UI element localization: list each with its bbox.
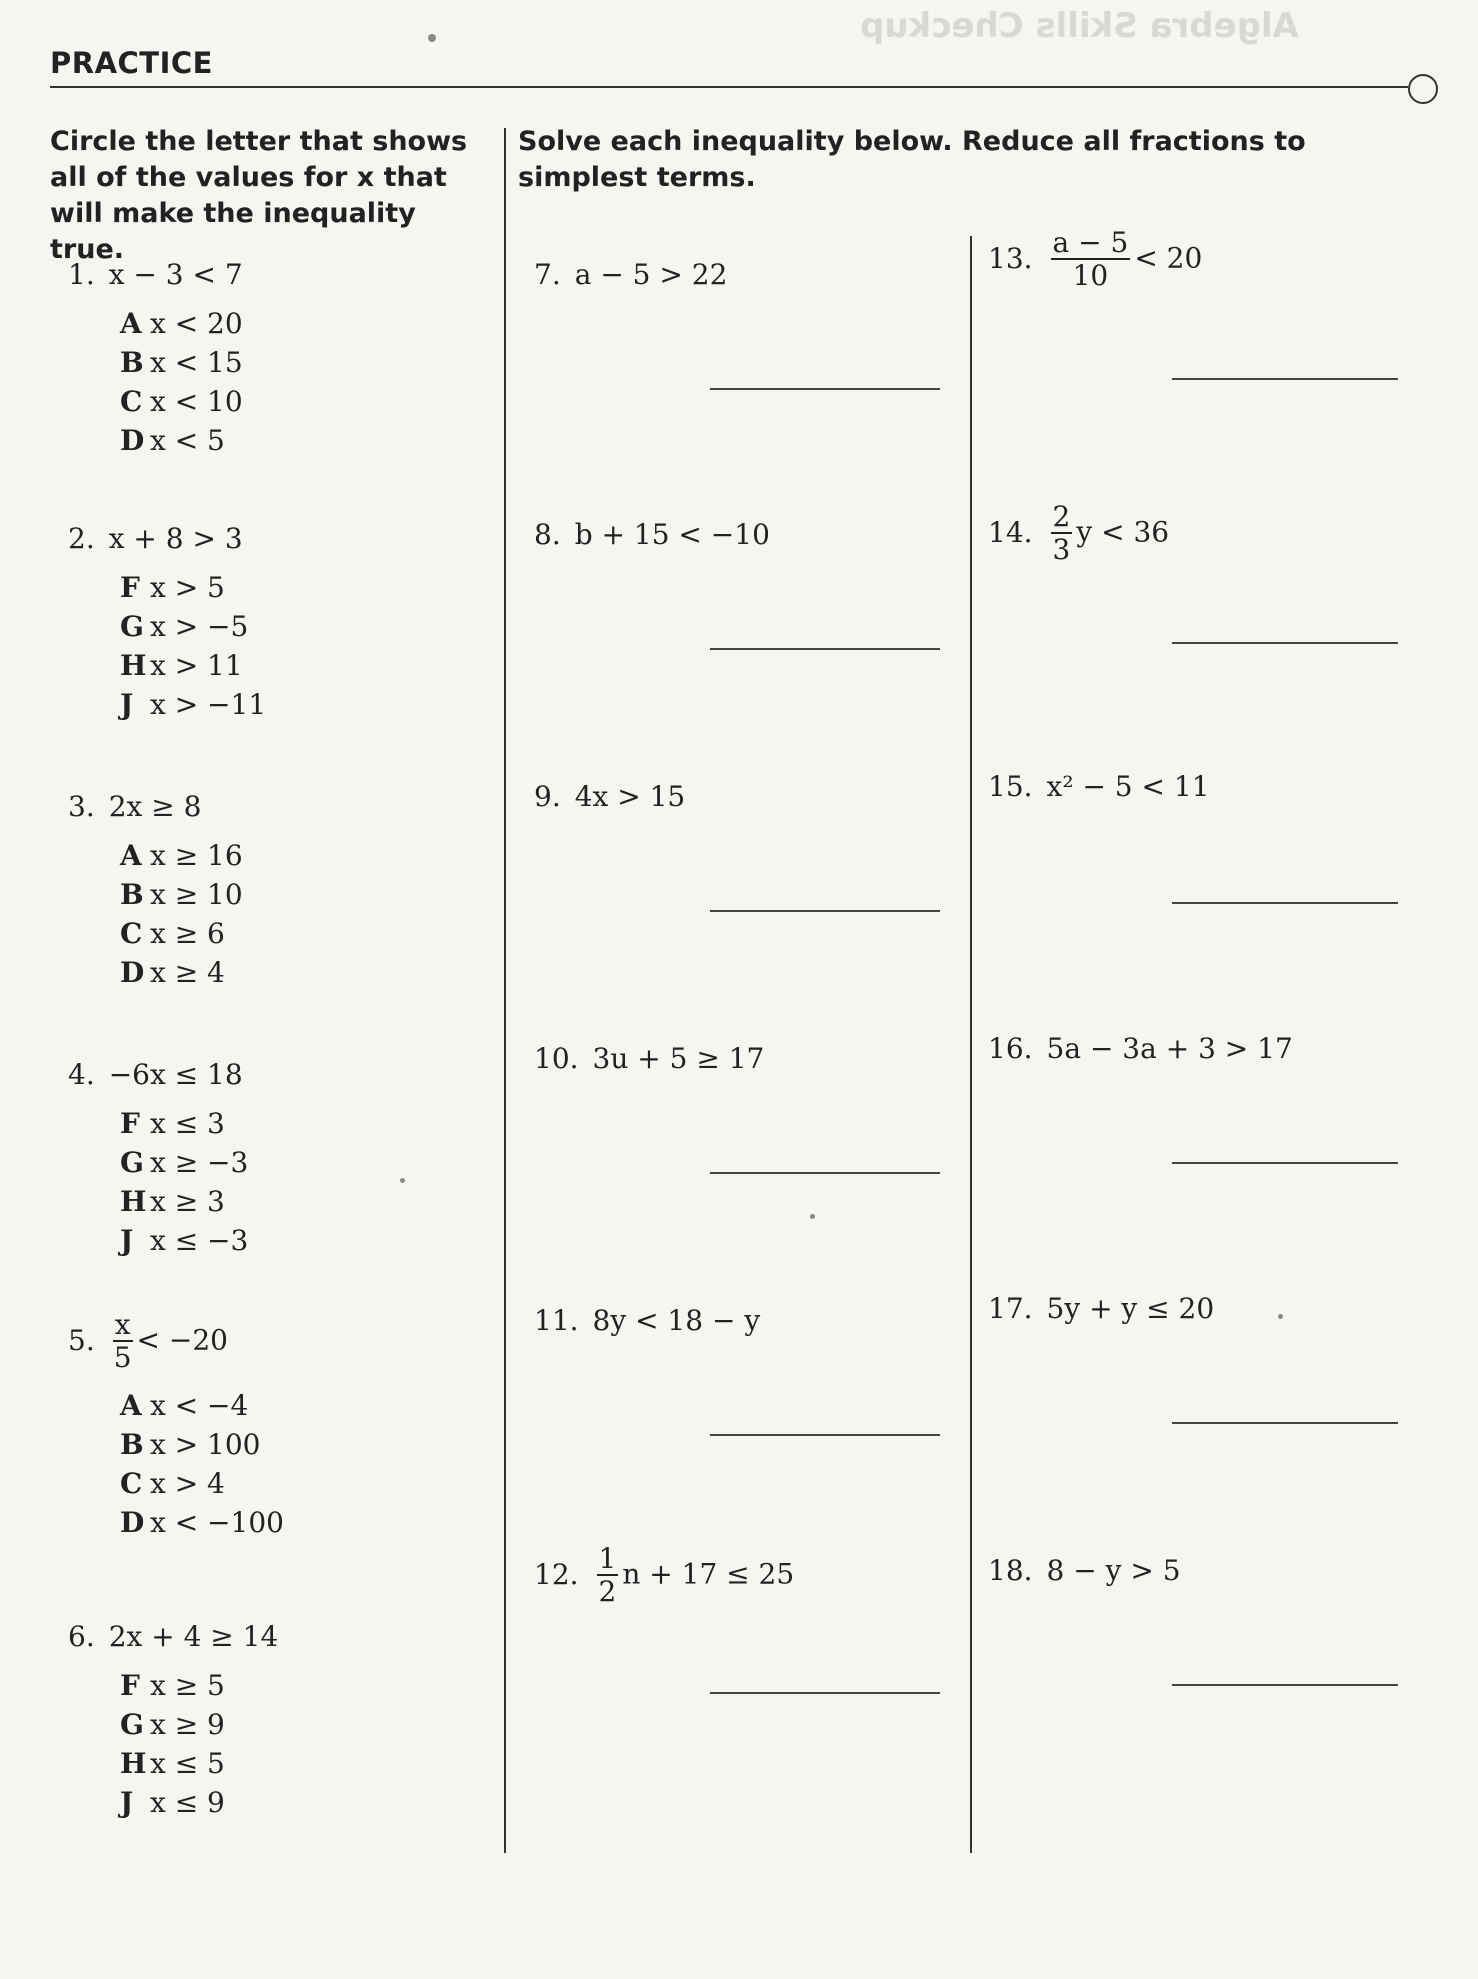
answer-choice[interactable] (120, 685, 266, 724)
problem-number: 6. (68, 1620, 95, 1653)
answer-choices (120, 836, 243, 992)
inequality-expression: 4x > 15 (574, 780, 686, 813)
answer-choice[interactable] (120, 1464, 284, 1503)
middle-problem (534, 1042, 764, 1075)
choice-text: x < −4 (150, 1389, 249, 1422)
fraction (597, 1544, 619, 1608)
inequality-expression: 5a − 3a + 3 > 17 (1046, 1032, 1293, 1065)
scan-speck (400, 1178, 405, 1183)
choice-letter[interactable]: F (120, 1669, 140, 1702)
inequality-expression: 2x + 4 ≥ 14 (108, 1620, 279, 1653)
left-problem (68, 522, 243, 555)
answer-choice[interactable] (120, 1666, 225, 1705)
fraction-denominator: 2 (598, 1575, 617, 1608)
inequality-expression: < 20 (1134, 241, 1203, 275)
answer-line[interactable] (710, 910, 940, 912)
answer-line[interactable] (710, 1172, 940, 1174)
choice-text: x < 5 (150, 424, 225, 457)
choice-letter[interactable]: G (120, 1708, 144, 1741)
choice-letter[interactable]: B (120, 878, 144, 911)
answer-choices (120, 1666, 225, 1822)
inequality-expression: −6x ≤ 18 (108, 1058, 243, 1091)
answer-choice[interactable] (120, 421, 243, 460)
answer-line[interactable] (710, 648, 940, 650)
problem-number: 8. (534, 518, 561, 551)
answer-line[interactable] (1172, 642, 1398, 644)
fraction (113, 1310, 133, 1374)
inequality-expression: 5y + y ≤ 20 (1046, 1292, 1215, 1325)
answer-line[interactable] (710, 388, 940, 390)
answer-choice[interactable] (120, 875, 243, 914)
answer-line[interactable] (710, 1434, 940, 1436)
answer-choice[interactable] (120, 1182, 248, 1221)
right-problem (988, 228, 1202, 292)
answer-line[interactable] (1172, 1684, 1398, 1686)
inequality-expression: a − 5 > 22 (574, 258, 728, 291)
choice-text: x < −100 (150, 1506, 284, 1539)
problem-number: 7. (534, 258, 561, 291)
fraction-numerator: a − 5 (1052, 226, 1129, 259)
problem-number: 12. (534, 1557, 579, 1591)
choice-letter[interactable]: G (120, 610, 144, 643)
choice-text: x > 100 (150, 1428, 261, 1461)
answer-choice[interactable] (120, 1143, 248, 1182)
middle-problem (534, 1304, 760, 1337)
inequality-expression: x + 8 > 3 (108, 522, 243, 555)
choice-text: x ≤ 3 (150, 1107, 225, 1140)
right-problem (988, 502, 1169, 566)
fraction (1051, 228, 1131, 292)
answer-line[interactable] (1172, 902, 1398, 904)
answer-choice[interactable] (120, 568, 266, 607)
choice-letter[interactable]: J (120, 688, 134, 721)
choice-text: x < 10 (150, 385, 243, 418)
fraction (1051, 502, 1073, 566)
choice-text: x ≤ 9 (150, 1786, 225, 1819)
answer-choice[interactable] (120, 836, 243, 875)
answer-choice[interactable] (120, 1705, 225, 1744)
inequality-expression: b + 15 < −10 (574, 518, 770, 551)
choice-text: x ≥ 10 (150, 878, 243, 911)
choice-letter[interactable]: J (120, 1786, 134, 1819)
choice-text: x ≥ 9 (150, 1708, 225, 1741)
problem-number: 4. (68, 1058, 95, 1091)
inequality-expression: x − 3 < 7 (108, 258, 243, 291)
inequality-expression: 8y < 18 − y (592, 1304, 761, 1337)
problem-number: 5. (68, 1323, 95, 1357)
scan-speck (1278, 1314, 1283, 1319)
answer-choices (120, 304, 243, 460)
left-problem (68, 258, 243, 291)
choice-letter[interactable]: H (120, 1747, 147, 1780)
fraction-numerator: x (114, 1308, 131, 1341)
inequality-expression: x² − 5 < 11 (1046, 770, 1210, 803)
answer-choice[interactable] (120, 343, 243, 382)
header-rule (50, 86, 1408, 88)
answer-choices (120, 1386, 284, 1542)
choice-text: x ≥ 4 (150, 956, 225, 989)
problem-number: 14. (988, 515, 1033, 549)
choice-letter[interactable]: H (120, 1185, 147, 1218)
scan-speck (810, 1214, 815, 1219)
choice-text: x ≤ −3 (150, 1224, 249, 1257)
left-problem (68, 1058, 243, 1091)
choice-text: x < 15 (150, 346, 243, 379)
answer-choice[interactable] (120, 1744, 225, 1783)
answer-choice[interactable] (120, 304, 243, 343)
inequality-expression: 2x ≥ 8 (108, 790, 202, 823)
inequality-expression: 8 − y > 5 (1046, 1554, 1181, 1587)
answer-choices (120, 1104, 248, 1260)
answer-line[interactable] (1172, 378, 1398, 380)
problem-number: 2. (68, 522, 95, 555)
fraction-denominator: 5 (113, 1341, 132, 1374)
choice-letter[interactable]: D (120, 1506, 145, 1539)
answer-choice[interactable] (120, 1386, 284, 1425)
choice-text: x > 11 (150, 649, 243, 682)
answer-choice[interactable] (120, 914, 243, 953)
header-rule-end-circle (1408, 74, 1438, 104)
choice-text: x ≥ 6 (150, 917, 225, 950)
section-title: PRACTICE (50, 46, 213, 80)
inequality-expression: 3u + 5 ≥ 17 (592, 1042, 765, 1075)
choice-text: x > 5 (150, 571, 225, 604)
column-divider-right (970, 236, 972, 1853)
choice-text: x > −11 (150, 688, 267, 721)
choice-text: x < 20 (150, 307, 243, 340)
answer-choices (120, 568, 266, 724)
choice-letter[interactable]: J (120, 1224, 134, 1257)
choice-letter[interactable]: G (120, 1146, 144, 1179)
choice-text: x ≤ 5 (150, 1747, 225, 1780)
problem-number: 15. (988, 770, 1033, 803)
problem-number: 11. (534, 1304, 579, 1337)
inequality-expression: y < 36 (1076, 515, 1170, 549)
choice-letter[interactable]: B (120, 346, 144, 379)
inequality-expression: < −20 (136, 1323, 228, 1357)
right-problem (988, 1032, 1293, 1065)
choice-letter[interactable]: A (120, 839, 142, 872)
right-problem (988, 770, 1210, 803)
left-problem (68, 1310, 228, 1374)
answer-choice[interactable] (120, 646, 266, 685)
problem-number: 10. (534, 1042, 579, 1075)
middle-problem (534, 258, 727, 291)
choice-letter[interactable]: A (120, 1389, 142, 1422)
right-problem (988, 1292, 1214, 1325)
answer-choice[interactable] (120, 1425, 284, 1464)
choice-text: x > −5 (150, 610, 249, 643)
choice-letter[interactable]: C (120, 385, 143, 418)
choice-text: x ≥ −3 (150, 1146, 249, 1179)
middle-problem (534, 780, 685, 813)
choice-letter[interactable]: F (120, 1107, 140, 1140)
answer-line[interactable] (1172, 1422, 1398, 1424)
choice-text: x ≥ 5 (150, 1669, 225, 1702)
bleed-through-title: Algebra Skills Checkup (860, 6, 1299, 46)
answer-choice[interactable] (120, 1104, 248, 1143)
answer-choice[interactable] (120, 1221, 248, 1260)
choice-letter[interactable]: D (120, 424, 145, 457)
instructions-left: Circle the letter that shows all of the values for x that will make the inequality true. (50, 126, 468, 265)
problem-number: 9. (534, 780, 561, 813)
choice-letter[interactable]: D (120, 956, 145, 989)
choice-text: x > 4 (150, 1467, 225, 1500)
inequality-expression: n + 17 ≤ 25 (622, 1557, 795, 1591)
choice-letter[interactable]: H (120, 649, 147, 682)
choice-letter[interactable]: B (120, 1428, 144, 1461)
problem-number: 3. (68, 790, 95, 823)
problem-number: 18. (988, 1554, 1033, 1587)
choice-text: x ≥ 16 (150, 839, 243, 872)
problem-number: 16. (988, 1032, 1033, 1065)
answer-line[interactable] (710, 1692, 940, 1694)
fraction-numerator: 1 (598, 1542, 617, 1575)
answer-choice[interactable] (120, 1783, 225, 1822)
problem-number: 17. (988, 1292, 1033, 1325)
answer-line[interactable] (1172, 1162, 1398, 1164)
instructions-right: Solve each inequality below. Reduce all fractions to simplest terms. (518, 126, 1306, 193)
answer-choice[interactable] (120, 382, 243, 421)
choice-letter[interactable]: A (120, 307, 142, 340)
left-problem (68, 1620, 278, 1653)
middle-problem (534, 518, 770, 551)
choice-letter[interactable]: C (120, 917, 143, 950)
middle-problem (534, 1544, 794, 1608)
choice-letter[interactable]: C (120, 1467, 143, 1500)
answer-choice[interactable] (120, 607, 266, 646)
fraction-denominator: 3 (1052, 533, 1071, 566)
column-divider-left (504, 128, 506, 1853)
problem-number: 1. (68, 258, 95, 291)
scan-speck (428, 34, 436, 42)
problem-number: 13. (988, 241, 1033, 275)
fraction-denominator: 10 (1072, 259, 1109, 292)
left-problem (68, 790, 201, 823)
answer-choice[interactable] (120, 953, 243, 992)
right-problem (988, 1554, 1181, 1587)
fraction-numerator: 2 (1052, 500, 1071, 533)
choice-text: x ≥ 3 (150, 1185, 225, 1218)
answer-choice[interactable] (120, 1503, 284, 1542)
choice-letter[interactable]: F (120, 571, 140, 604)
